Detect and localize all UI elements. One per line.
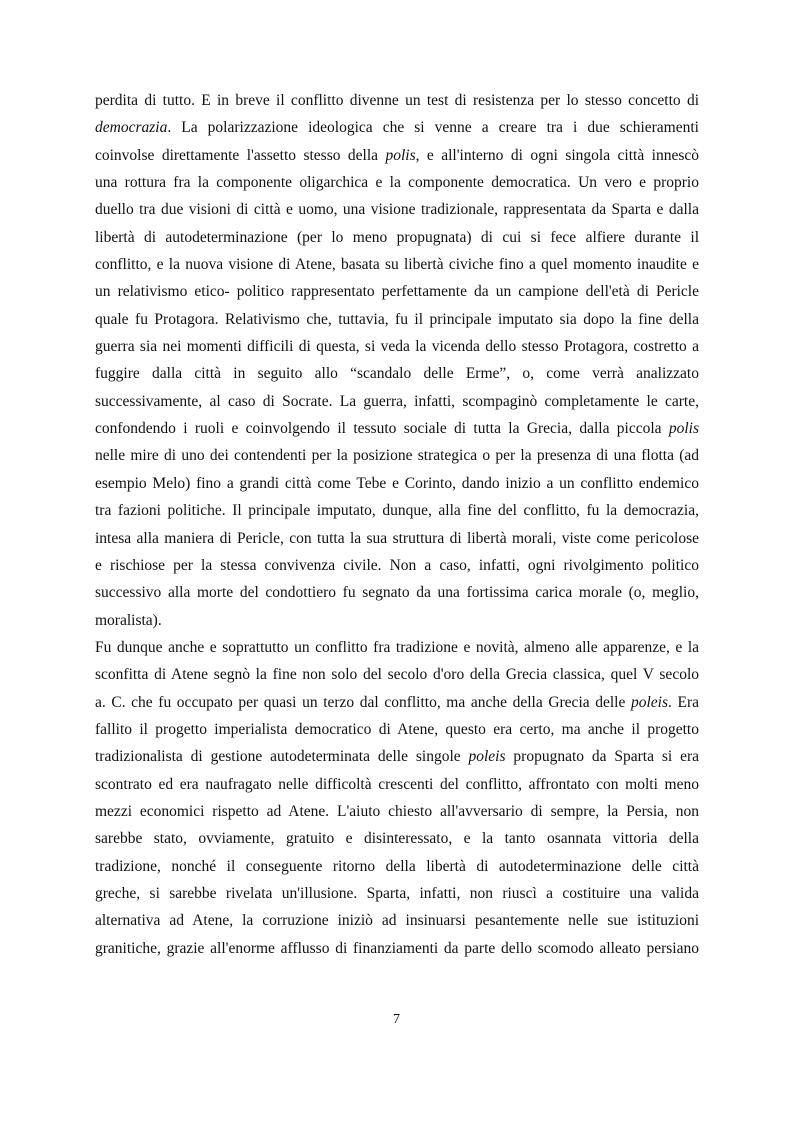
text-line xyxy=(95,388,699,415)
text-line xyxy=(95,880,699,907)
text-run: a. C. che fu occupato per quasi un terzo dal conflitto, ma anche della Grecia delle xyxy=(95,693,631,711)
text-run: e rischiose per la stessa convivenza civile. Non a caso, infatti, ogni rivolgimento politico xyxy=(95,556,699,574)
text-run: esempio Melo) fino a grandi città come Tebe e Corinto, dando inizio a un conflitto endemico xyxy=(95,474,699,492)
text-run: tradizione, nonché il conseguente ritorno della libertà di autodeterminazione delle città xyxy=(95,857,699,875)
text-line xyxy=(95,798,699,825)
text-run: sarebbe stato, ovviamente, gratuito e disinteressato, e la tanto osannata vittoria della xyxy=(95,830,699,848)
text-run: libertà di autodeterminazione (per lo meno propugnata) di cui si fece alfiere durante il xyxy=(95,228,699,246)
italic-term: polis xyxy=(668,420,699,438)
paragraph-1 xyxy=(95,87,699,634)
text-run: nelle mire di uno dei contendenti per la posizione strategica o per la presenza di una flotta (ad xyxy=(95,447,699,465)
text-run: confondendo i ruoli e coinvolgendo il tessuto sociale di tutta la Grecia, dalla piccola xyxy=(95,420,669,438)
paragraph-2 xyxy=(95,634,699,962)
text-line xyxy=(95,552,699,579)
text-run: granitiche, grazie all'enorme afflusso di finanziamenti da parte dello scomodo alleato persiano xyxy=(95,939,699,957)
text-line xyxy=(95,607,699,634)
text-line xyxy=(95,853,699,880)
text-run: mezzi economici rispetto ad Atene. L'aiuto chiesto all'avversario di sempre, la Persia, non xyxy=(95,802,699,820)
text-run: successivo alla morte del condottiero fu segnato da una fortissima carica morale (o, meglio, xyxy=(95,584,699,602)
text-line xyxy=(95,935,699,962)
text-run: fuggire dalla città in seguito allo “scandalo delle Erme”, o, come verrà analizzato xyxy=(95,365,699,383)
text-run: alternativa ad Atene, la corruzione iniziò ad insinuarsi pesantemente nelle sue istituzioni xyxy=(95,912,699,930)
text-line xyxy=(95,196,699,223)
text-line xyxy=(95,716,699,743)
text-line xyxy=(95,743,699,770)
text-line xyxy=(95,771,699,798)
text-run: una rottura fra la componente oligarchica e la componente democratica. Un vero e proprio xyxy=(95,174,699,192)
italic-term: poleis xyxy=(630,693,668,711)
text-line xyxy=(95,825,699,852)
text-line xyxy=(95,306,699,333)
text-run: scontrato ed era naufragato nelle difficoltà crescenti del conflitto, affrontato con molti meno xyxy=(95,775,699,793)
text-run: sconfitta di Atene segnò la fine non solo del secolo d'oro della Grecia classica, quel V secolo xyxy=(95,666,699,684)
text-line xyxy=(95,689,699,716)
text-line xyxy=(95,634,699,661)
text-line xyxy=(95,470,699,497)
text-run: moralista). xyxy=(95,611,162,629)
italic-term: poleis xyxy=(468,748,506,766)
text-run: perdita di tutto. E in breve il conflitto divenne un test di resistenza per lo stesso concetto di xyxy=(95,92,699,109)
text-run: greche, si sarebbe rivelata un'illusione. Sparta, infatti, non riuscì a costituire una valida xyxy=(95,884,699,902)
text-line xyxy=(95,360,699,387)
text-run: intesa alla maniera di Pericle, con tutta la sua struttura di libertà morali, viste come pericolose xyxy=(95,529,699,547)
text-run: Fu dunque anche e soprattutto un conflitto fra tradizione e novità, almeno alle apparenze, e la xyxy=(95,638,699,656)
text-line xyxy=(95,579,699,606)
text-run: coinvolse direttamente l'assetto stesso della xyxy=(95,146,386,164)
text-line xyxy=(95,333,699,360)
text-line xyxy=(95,907,699,934)
text-run: tra fazioni politiche. Il principale imputato, dunque, alla fine del conflitto, fu la democrazia, xyxy=(95,502,699,520)
text-run: duello tra due visioni di città e uomo, una visione tradizionale, rappresentata da Sparta e dalla xyxy=(95,201,699,219)
text-run: guerra sia nei momenti difficili di questa, si veda la vicenda dello stesso Protagora, costretto a xyxy=(95,338,699,356)
text-run: . La polarizzazione ideologica che si venne a creare tra i due schieramenti xyxy=(167,119,699,137)
text-line xyxy=(95,87,699,114)
text-run: . Era xyxy=(668,693,699,711)
page-number: 7 xyxy=(393,1012,400,1027)
text-run: fallito il progetto imperialista democratico di Atene, questo era certo, ma anche il progetto xyxy=(95,720,699,738)
text-run: conflitto, e la nuova visione di Atene, basata su libertà civiche fino a quel momento inaudite e xyxy=(95,256,699,274)
text-line xyxy=(95,661,699,688)
text-line xyxy=(95,415,699,442)
text-run: quale fu Protagora. Relativismo che, tuttavia, fu il principale imputato sia dopo la fine della xyxy=(95,310,699,328)
text-run: un relativismo etico- politico rappresentato perfettamente da un campione dell'età di Pericle xyxy=(95,283,699,301)
text-line xyxy=(95,114,699,141)
text-line xyxy=(95,442,699,469)
text-run: propugnato da Sparta si era xyxy=(505,748,699,766)
text-line xyxy=(95,251,699,278)
text-line xyxy=(95,525,699,552)
text-run: , e all'interno di ogni singola città innescò xyxy=(415,146,699,164)
text-line xyxy=(95,169,699,196)
document-page xyxy=(95,87,699,962)
text-line xyxy=(95,142,699,169)
italic-term: democrazia xyxy=(95,119,168,137)
text-run: successivamente, al caso di Socrate. La guerra, infatti, scompaginò completamente le carte, xyxy=(95,392,699,410)
text-line xyxy=(95,278,699,305)
text-run: tradizionalista di gestione autodeterminata delle singole xyxy=(95,748,469,766)
text-line xyxy=(95,224,699,251)
text-line xyxy=(95,497,699,524)
italic-term: polis xyxy=(385,146,416,164)
